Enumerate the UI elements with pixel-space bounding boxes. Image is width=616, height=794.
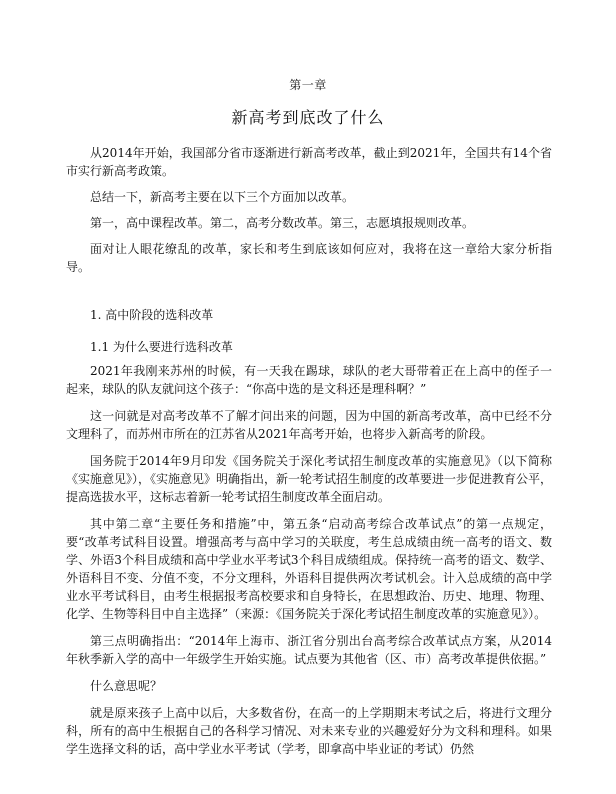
paragraph: 从2014年开始，我国部分省市逐渐进行新高考改革，截止到2021年，全国共有14个省市实行新高考政策。 — [66, 146, 552, 178]
paragraph: 就是原来孩子上高中以后，大多数省份，在高一的上学期期末考试之后，将进行文理分科，所有的高中生根据自己的各科学习情况、对未来专业的兴趣爱好分为文科和理科。如果学生选择文科的话，高中学业水平考试（学考，即拿高中毕业证的考试）仍然 — [66, 706, 552, 756]
paragraph: 第三点明确指出：“2014年上海市、浙江省分别出台高考综合改革试点方案，从2014年秋季新入学的高中一年级学生开始实施。试点要为其他省（区、市）高考改革提供依据。” — [66, 634, 552, 666]
paragraph: 这一问就是对高考改革不了解才问出来的问题，因为中国的新高考改革，高中已经不分文理科了，而苏州市所在的江苏省从2021年高考开始，也将步入新高考的阶段。 — [66, 409, 552, 441]
document-body — [66, 144, 552, 758]
paragraph: 国务院于2014年9月印发《国务院关于深化考试招生制度改革的实施意见》（以下简称《实施意见》），《实施意见》明确指出，新一轮考试招生制度的改革要进一步促进教育公平，提高选拔水平，这标志着新一轮考试招生制度改革全面启动。 — [66, 454, 553, 504]
section-heading: 1. 高中阶段的选科改革 — [90, 308, 214, 322]
subsection-heading: 1.1 为什么要进行选科改革 — [90, 340, 233, 354]
paragraph: 第一，高中课程改革。第二，高考分数改革。第三，志愿填报规则改革。 — [90, 216, 475, 230]
paragraph: 面对让人眼花缭乱的改革，家长和考生到底该如何应对，我将在这一章给大家分析指导。 — [66, 242, 552, 274]
chapter-title: 新高考到底改了什么 — [231, 108, 385, 127]
paragraph: 什么意思呢？ — [90, 679, 163, 693]
chapter-label: 第一章 — [289, 78, 327, 92]
paragraph: 总结一下，新高考主要在以下三个方面加以改革。 — [90, 190, 355, 204]
paragraph: 2021年我刚来苏州的时候，有一天我在踢球，球队的老大哥带着正在上高中的侄子一起来，球队的队友就问这个孩子：“你高中选的是文科还是理科啊？” — [66, 364, 552, 396]
paragraph: 其中第二章“主要任务和措施”中，第五条“启动高考综合改革试点”的第一点规定，要“改革考试科目设置。增强高考与高中学习的关联度，考生总成绩由统一高考的语文、数学、外语3个科目成绩和高中学业水平考试3个科目成绩组成。保持统一高考的语文、数学、外语科目不变、分值不变，不分文理科，外语科目提供两次考试机会。计入总成绩的高中学业水平考试科目，由考生根据报考高校要求和自身特长，在思想政治、历史、地理、物理、化学、生物等科目中自主选择”（来源：《国务院关于深化考试招生制度改革的实施意见》）。 — [66, 517, 552, 621]
